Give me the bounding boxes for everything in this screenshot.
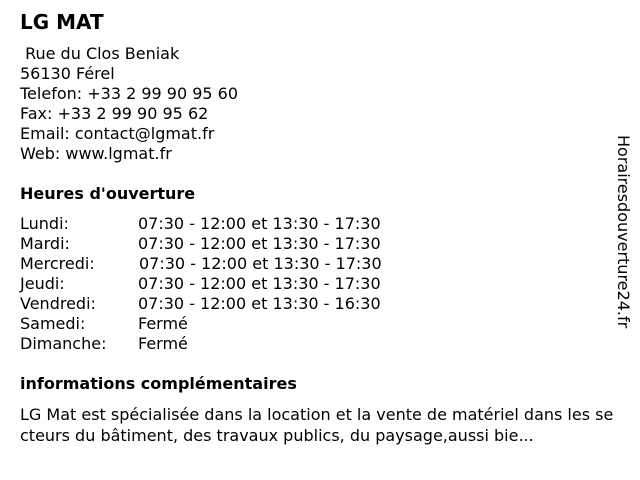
opening-hours-table	[20, 214, 440, 354]
hours-row-thursday	[20, 274, 440, 294]
day-label: Mardi:	[20, 234, 70, 253]
day-label: Dimanche:	[20, 334, 107, 353]
hours-row-sunday	[20, 334, 440, 354]
business-name: LG MAT	[20, 10, 104, 34]
day-label: Lundi:	[20, 214, 69, 233]
email-line: Email: contact@lgmat.fr	[20, 124, 215, 143]
hours-row-saturday	[20, 314, 440, 334]
contact-block	[20, 44, 238, 164]
day-label: Mercredi:	[20, 254, 95, 273]
day-hours: Fermé	[138, 334, 188, 353]
day-hours: 07:30 - 12:00 et 13:30 - 16:30	[138, 294, 381, 313]
day-hours: 07:30 - 12:00 et 13:30 - 17:30	[139, 254, 382, 273]
day-label: Samedi:	[20, 314, 86, 333]
site-watermark	[612, 135, 634, 345]
hours-row-tuesday	[20, 234, 440, 254]
hours-row-monday	[20, 214, 440, 234]
watermark-text: Horairesdouverture24.fr	[614, 135, 633, 329]
day-hours: Fermé	[138, 314, 188, 333]
web-line: Web: www.lgmat.fr	[20, 144, 172, 163]
hours-row-friday	[20, 294, 440, 314]
day-hours: 07:30 - 12:00 et 13:30 - 17:30	[138, 274, 381, 293]
address-street: Rue du Clos Beniak	[20, 44, 180, 63]
day-hours: 07:30 - 12:00 et 13:30 - 17:30	[138, 214, 381, 233]
day-hours: 07:30 - 12:00 et 13:30 - 17:30	[138, 234, 381, 253]
day-label: Vendredi:	[20, 294, 96, 313]
opening-hours-heading: Heures d'ouverture	[20, 184, 196, 203]
day-label: Jeudi:	[20, 274, 65, 293]
address-city: 56130 Férel	[20, 64, 115, 83]
additional-info-heading: informations complémentaires	[20, 374, 297, 393]
hours-row-wednesday	[20, 254, 440, 274]
fax-line: Fax: +33 2 99 90 95 62	[20, 104, 209, 123]
business-description: LG Mat est spécialisée dans la location et la vente de matériel dans les secteurs du bâtiment, des travaux publics, du paysage,aussi bie...	[20, 405, 614, 445]
phone-line: Telefon: +33 2 99 90 95 60	[20, 84, 239, 103]
